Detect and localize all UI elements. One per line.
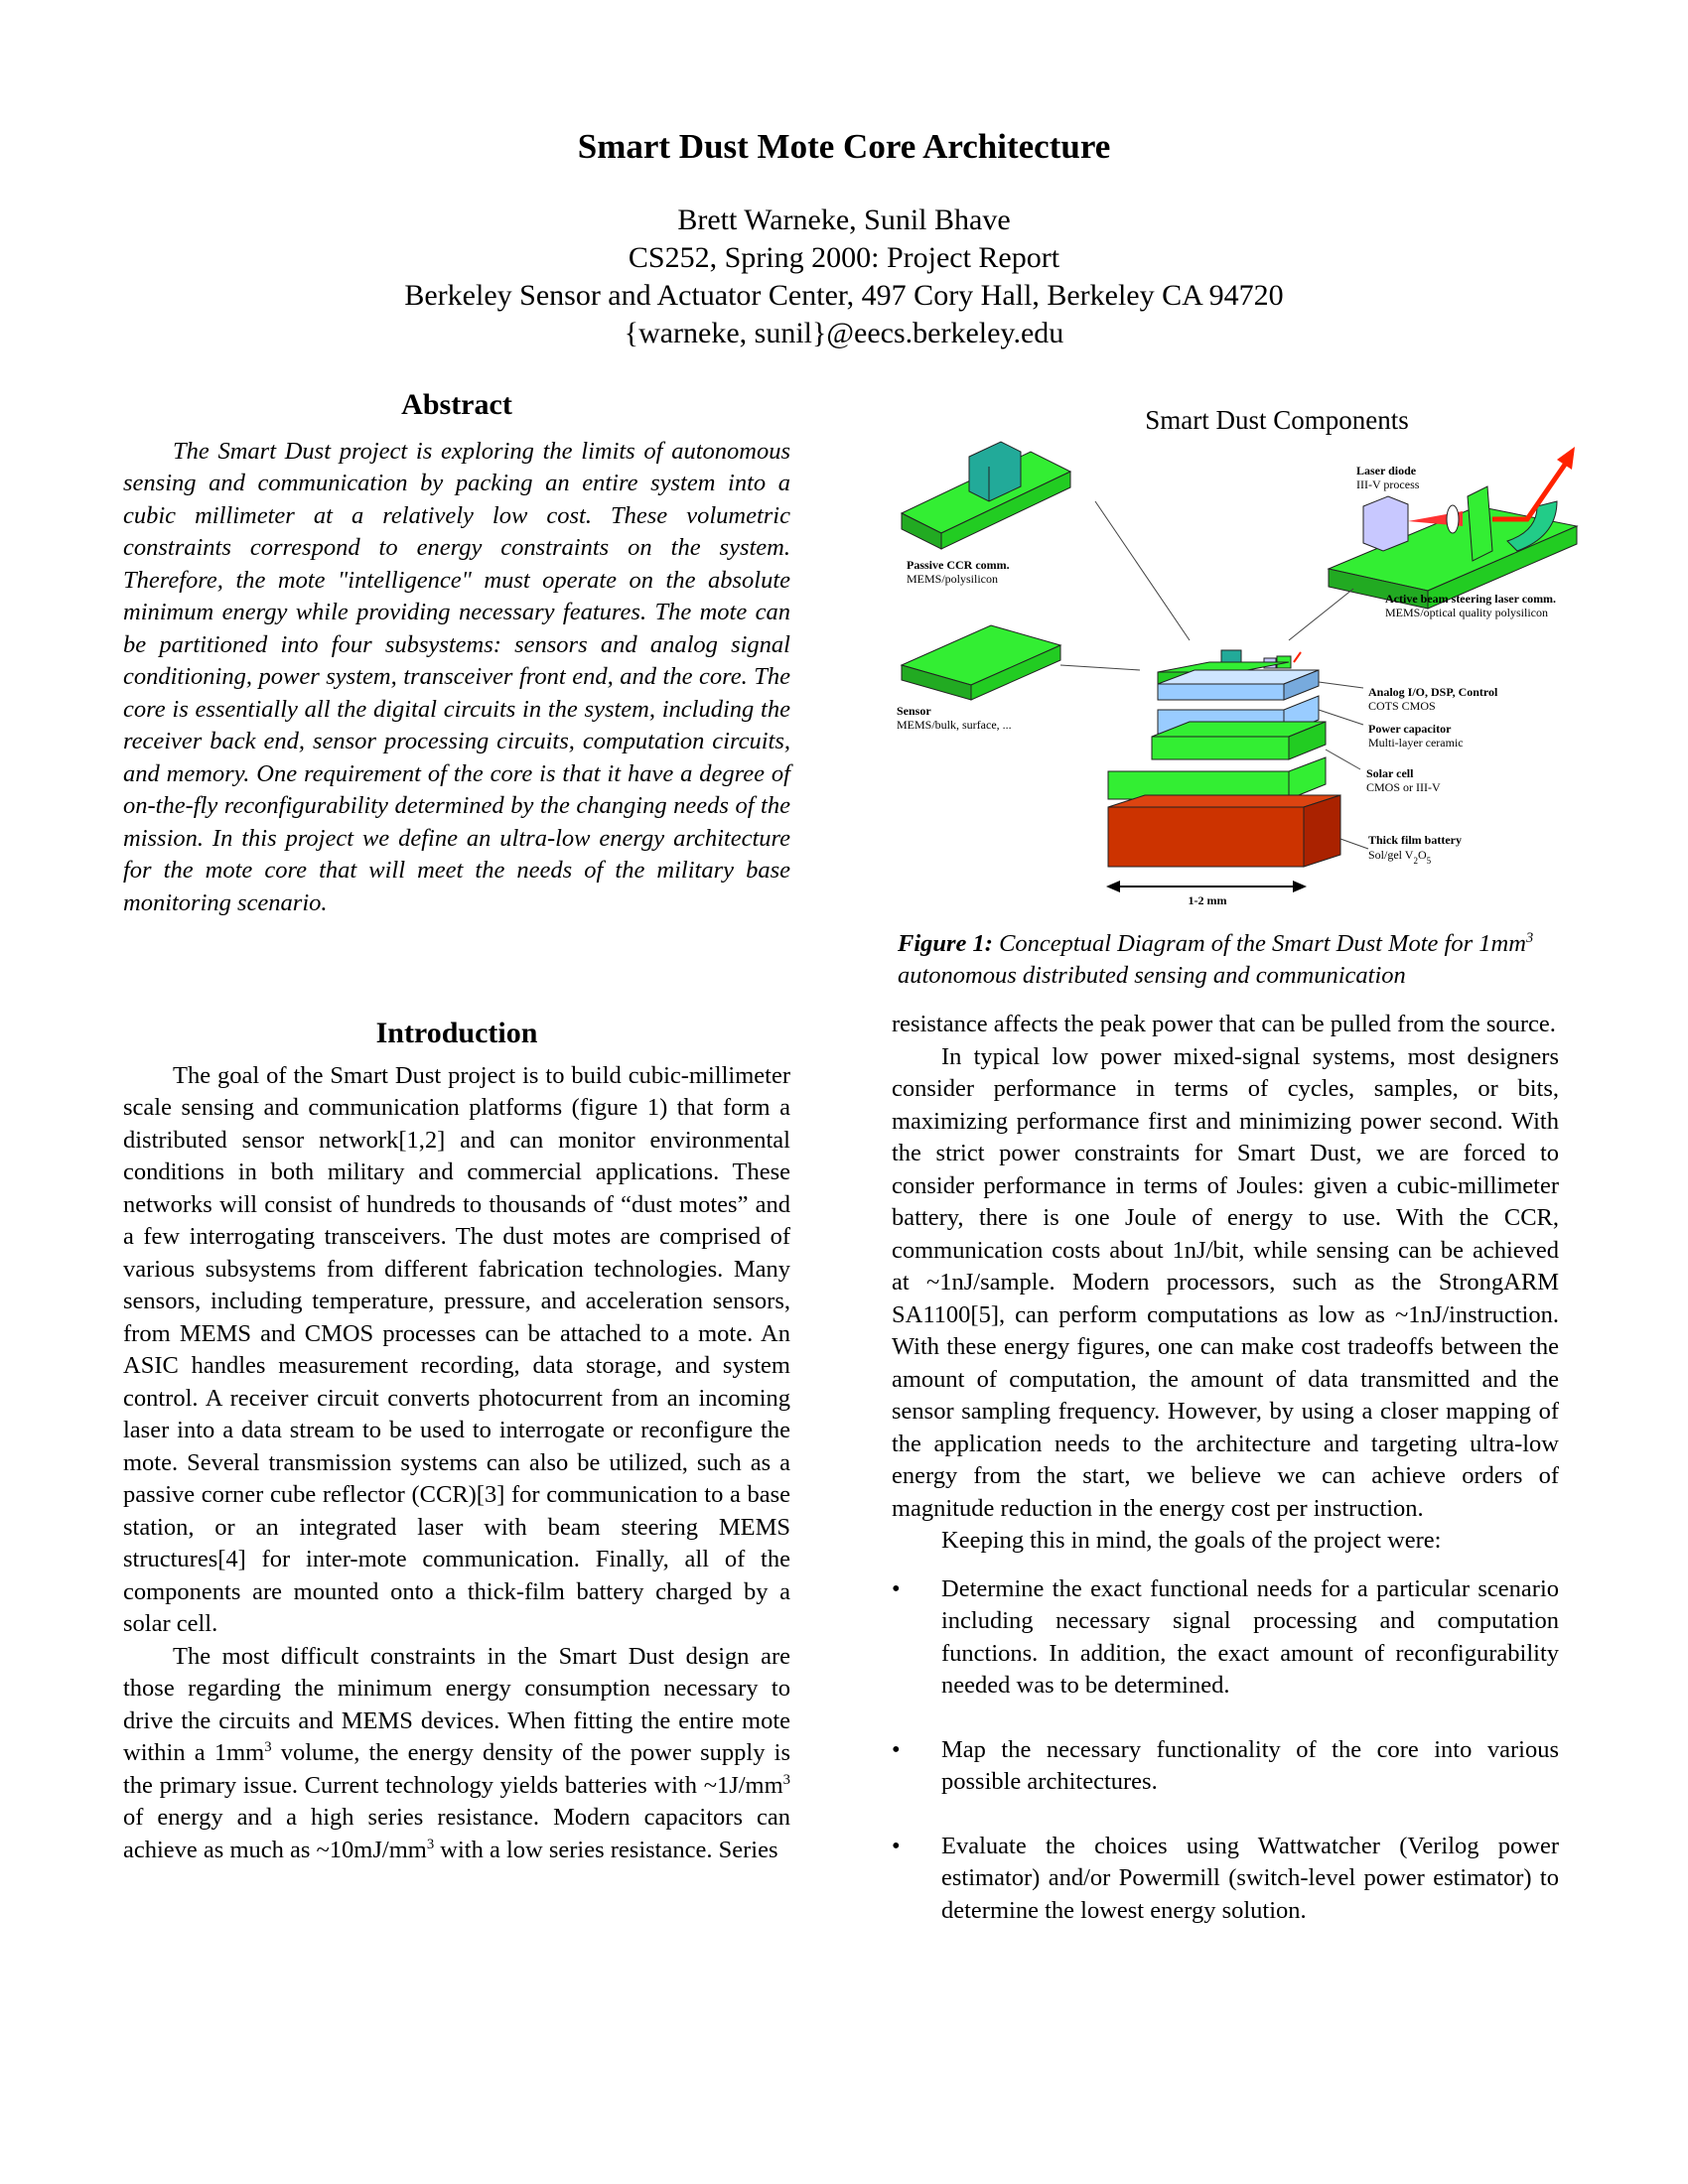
paper-title: Smart Dust Mote Core Architecture (577, 127, 1111, 166)
battery-front (1108, 807, 1304, 867)
lens (1447, 505, 1459, 533)
goal-item: • Map the necessary functionality of the core into various possible architectures. (892, 1735, 1559, 1795)
smart-dust-diagram (892, 402, 1587, 918)
battery-side (1304, 795, 1340, 867)
intro-paragraph-1: The goal of the Smart Dust project is to build cubic-millimeter scale sensing and communication platforms (figure 1) that form a distributed sensor network[1,2] and can monitor environmental conditions in both military and commercial applications. These networks will consist of hundreds to thousands of “dust motes” and a few interrogating transceivers. The dust motes are comprised of various subsystems from different fabrication technologies. Many sensors, including temperature, pressure, and acceleration sensors, from MEMS and CMOS processes can be attached to a mote. An ASIC handles measurement recording, data storage, and system control. A receiver circuit converts photocurrent from an incoming laser into a data stream to be used to interrogate or reconfigure the mote. Several transmission systems can also be utilized, such as a passive corner cube reflector (CCR)[3] for communication to a base station, or an integrated laser with beam steering MEMS structures[4] for inter-mote communication. Finally, all of the components are mounted onto a thick-film battery charged by a solar cell. (123, 1061, 790, 1637)
solar-label: Solar cell (1366, 766, 1414, 780)
active-beam-tech: MEMS/optical quality polysilicon (1385, 606, 1548, 619)
affiliation-line: Berkeley Sensor and Actuator Center, 497 Cory Hall, Berkeley CA 94720 (404, 279, 1284, 312)
author-names: Brett Warneke, Sunil Bhave (677, 204, 1011, 236)
email-line: {warneke, sunil}@eecs.berkeley.edu (624, 317, 1064, 349)
abstract-text: The Smart Dust project is exploring the limits of autonomous sensing and communication by packing an entire system into a cubic millimeter at a relatively low cost. These volumetric constraints correspond to energy constraints on the system. Therefore, the mote "intelligence" must operate on the absolute minimum energy while providing necessary features. The mote can be partitioned into four subsystems: sensors and analog signal conditioning, power system, transceiver front end, and the core. The core is essentially all the digital circuits in the system, including the receiver back end, sensor processing circuits, computation circuits, and memory. One requirement of the core is that it have a degree of on-the-fly reconfigurability determined by the changing needs of the mission. In this project we define an ultra-low energy architecture for the mote core that will meet the needs of the military base monitoring scenario. (123, 437, 790, 916)
battery-tech: Sol/gel $V_2O_5$ (1368, 848, 1432, 866)
intro-paragraph-3: In typical low power mixed-signal systems, most designers consider performance in terms of cycles, samples, or bits, maximizing performance first and minimizing power second. With the strict power constraints for Smart Dust, we are forced to consider performance in terms of Joules: given a cubic-millimeter battery, there is one Joule of energy to use. With the CCR, communication costs about 1nJ/bit, while sensing can be achieved at ~1nJ/sample. Modern processors, such as the StrongARM SA1100[5], can perform computations as low as ~1nJ/instruction. With these energy figures, one can make cost tradeoffs between the amount of computation, the amount of data transmitted and the sensor sampling frequency. However, by using a closer mapping of the application needs to the architecture and targeting ultra-low energy from the start, we believe we can achieve orders of magnitude reduction in the energy cost per instruction. (892, 1042, 1559, 1522)
scale-label: 1-2 mm (1188, 893, 1227, 907)
laser-diode-cube (1363, 496, 1408, 551)
active-beam-label: Active beam steering laser comm. (1385, 592, 1557, 606)
power-cap-label: Power capacitor (1368, 722, 1452, 736)
figure-title: Smart Dust Components (1145, 405, 1409, 435)
abstract-heading: Abstract (401, 388, 512, 421)
passive-ccr-label: Passive CCR comm. (907, 558, 1010, 572)
goal-item: • Determine the exact functional needs for a particular scenario including necessary signal processing and computation functions. In addition, the exact amount of reconfigurability needed was to be determined. (892, 1574, 1559, 1699)
sensor-label: Sensor (897, 704, 931, 718)
introduction-heading: Introduction (375, 1017, 538, 1049)
solar-layer-2 (1108, 757, 1326, 799)
solar-tech: CMOS or III-V (1366, 780, 1441, 794)
bullet-icon: • (892, 1735, 901, 1763)
sensor-tech: MEMS/bulk, surface, ... (897, 718, 1012, 732)
passive-ccr-tech: MEMS/polysilicon (907, 572, 999, 586)
intro-paragraph-2-continued: resistance affects the peak power that can be pulled from the source. (892, 1011, 1556, 1037)
abstract-section (123, 389, 790, 919)
introduction-section (123, 1018, 790, 1866)
intro-paragraph-2: The most difficult constraints in the Smart Dust design are those regarding the minimum energy consumption necessary to drive the circuits and MEMS devices. When fitting the entire mote within a $1mm^3$ volume, the energy density of the power supply is the primary issue. Current technology yields batteries with $\sim 1J/mm^3$ of energy and a high series resistance. Modern capacitors can achieve as much as $\sim 10mJ/mm^3$ with a low series resistance. Series (123, 1642, 790, 1863)
figure-caption: Figure 1: Conceptual Diagram of the Smart Dust Mote for $1mm^3$ autonomous distributed sensing and communication (898, 929, 1534, 989)
battery-label: Thick film battery (1368, 833, 1462, 847)
battery-top (1108, 795, 1340, 807)
goal-item: • Evaluate the choices using Wattwatcher (Verilog power estimator) and/or Powermill (switch-level power estimator) to determine the lowest energy solution. (892, 1832, 1559, 1924)
goals-list (892, 1573, 1559, 1928)
course-line: CS252, Spring 2000: Project Report (628, 241, 1060, 274)
mirror-1 (1468, 486, 1492, 561)
right-column-text (892, 1009, 1559, 1959)
analog-tech: COTS CMOS (1368, 699, 1436, 713)
bullet-icon: • (892, 1574, 901, 1602)
power-cap-tech: Multi-layer ceramic (1368, 736, 1464, 750)
laser-diode-label: Laser diode (1356, 464, 1417, 478)
bullet-icon: • (892, 1832, 901, 1859)
laser-process-label: III-V process (1356, 478, 1420, 491)
intro-paragraph-4: Keeping this in mind, the goals of the project were: (941, 1527, 1442, 1554)
author-block (0, 202, 1688, 352)
analog-label: Analog I/O, DSP, Control (1368, 685, 1498, 699)
